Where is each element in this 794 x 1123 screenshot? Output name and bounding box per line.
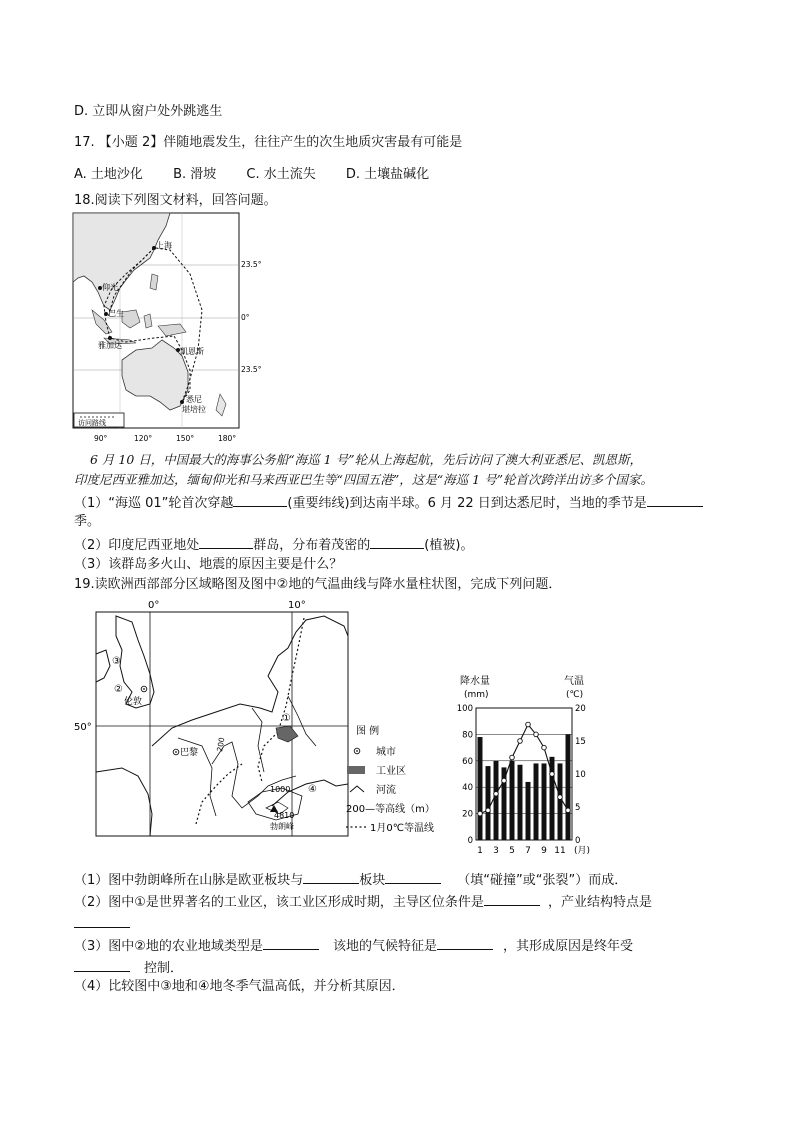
- y-tick-label: 100: [456, 704, 473, 714]
- peak-name: 勃朗峰: [270, 822, 294, 831]
- precip-bar: [526, 782, 531, 840]
- y2-tick-label: 20: [575, 704, 586, 714]
- lat-label-north: 23.5°: [241, 260, 262, 269]
- q19-sub3-b: 该地的气候特征是: [332, 939, 437, 954]
- q18-paragraph-1: 6 月 10 日，中国最大的海事公务船“海巡 1 号”轮从上海起航，先后访问了澳大利亚悉尼、凯恩斯，: [90, 452, 642, 467]
- lon-label-180: 180°: [218, 434, 237, 443]
- temperature-point: [478, 811, 483, 816]
- lon-label-120: 120°: [134, 434, 153, 443]
- precip-bar: [566, 734, 571, 840]
- x-tick-label: 1: [477, 846, 483, 856]
- y-tick-label: 40: [462, 783, 473, 794]
- q17-options: [74, 166, 455, 184]
- chart-left-unit: (mm): [464, 690, 489, 700]
- q19-sub3-blank-3[interactable]: [74, 958, 130, 972]
- y-tick-label: 80: [462, 730, 473, 741]
- lon-label-90: 90°: [94, 434, 108, 443]
- marker-2: ②: [114, 684, 123, 695]
- q17-option-b: B. 滑坡: [173, 167, 217, 182]
- x-tick-label: 9: [541, 846, 547, 856]
- q16-option-d: D. 立即从窗户处外跳逃生: [74, 104, 223, 119]
- q19-sub1-c: （填“碰撞”或“张裂”）而成．: [457, 873, 628, 888]
- peak-elevation: 4810: [274, 811, 295, 820]
- lon-label-10: 10°: [288, 600, 306, 611]
- q18-sub2-b: 群岛，分布着茂密的: [253, 538, 371, 553]
- y-tick-label: 0: [467, 836, 473, 846]
- contour-label-200: 200: [215, 736, 227, 753]
- place-jakarta: 雅加达: [98, 341, 122, 350]
- precip-bar: [518, 765, 523, 840]
- place-cairns: 凯恩斯: [180, 347, 204, 356]
- precip-bar: [558, 763, 563, 840]
- q19-sub2-blank-1[interactable]: [484, 892, 540, 906]
- precip-bar: [510, 761, 515, 840]
- q19-sub1-blank-2[interactable]: [385, 870, 441, 884]
- legend-river: 河流: [376, 785, 396, 796]
- q19-europe-map: [74, 596, 457, 864]
- q17-option-a: A. 土地沙化: [74, 167, 143, 182]
- q19-sub3-continued: [74, 958, 183, 978]
- x-axis-unit: (月): [574, 846, 591, 856]
- q18-sub1: [74, 493, 703, 513]
- legend-isotherm: 1月0℃等温线: [370, 823, 434, 834]
- temperature-point: [534, 732, 539, 737]
- lon-label-0: 0°: [148, 600, 160, 611]
- place-canberra: 堪培拉: [182, 405, 206, 414]
- q18-sub1-blank-1[interactable]: [233, 493, 287, 507]
- legend-city: 城市: [376, 747, 396, 758]
- y2-tick-label: 15: [575, 737, 586, 747]
- q19-sub3-blank-1[interactable]: [263, 936, 319, 950]
- q19-stem: 19.读欧洲西部部分区域略图及图中②地的气温曲线与降水量柱状图，完成下列问题．: [74, 577, 562, 592]
- temperature-point: [486, 808, 491, 813]
- y-tick-label: 20: [462, 809, 473, 820]
- precip-bar: [478, 737, 483, 840]
- lat-label-50: 50°: [74, 722, 92, 733]
- precip-bar: [534, 763, 539, 840]
- temperature-point: [502, 778, 507, 783]
- legend-contour: 200—等高线（m）: [346, 804, 435, 815]
- y2-tick-label: 0: [575, 836, 581, 846]
- place-sydney: 悉尼: [186, 395, 202, 404]
- temperature-point: [526, 722, 531, 727]
- marker-1: ①: [282, 713, 291, 724]
- chart-left-title: 降水量: [460, 676, 490, 687]
- q18-sub1-a: （1）“海巡 01”轮首次穿越: [74, 496, 234, 511]
- temperature-point: [566, 808, 571, 813]
- city-paris: 巴黎: [180, 748, 199, 758]
- q17-stem: 17. 【小题 2】伴随地震发生，往往产生的次生地质灾害最有可能是: [74, 135, 463, 150]
- q19-sub1-a: （1）图中勃朗峰所在山脉是欧亚板块与: [74, 873, 304, 888]
- q17-option-d: D. 土壤盐碱化: [345, 167, 430, 182]
- precip-bar: [494, 761, 499, 840]
- q18-sub2-c: (植被)。: [424, 538, 474, 553]
- precip-bar: [486, 766, 491, 840]
- q19-sub1-b: 板块: [359, 873, 386, 888]
- lat-label-south: 23.5°: [241, 365, 262, 374]
- place-shanghai: 上海: [156, 241, 172, 250]
- q19-sub1: [74, 870, 627, 890]
- temperature-point: [518, 739, 523, 744]
- place-klang: 巴生: [108, 309, 124, 318]
- y-tick-label: 60: [462, 756, 473, 767]
- legend-title: 图 例: [356, 726, 380, 737]
- q18-sub2-a: （2）印度尼西亚地处: [74, 538, 200, 553]
- q19-sub3: [74, 936, 633, 956]
- temperature-point: [550, 772, 555, 777]
- city-london: 伦敦: [124, 697, 143, 707]
- q17-option-c: C. 水土流失: [246, 167, 316, 182]
- temperature-point: [558, 795, 563, 800]
- q19-sub2-blank-2[interactable]: [74, 914, 130, 928]
- q18-paragraph-2: 印度尼西亚雅加达，缅甸仰光和马来西亚巴生等“四国五港”，这是“海巡 1 号”轮首次跨洋出访多个国家。: [74, 472, 653, 487]
- x-tick-label: 5: [509, 846, 515, 856]
- chart-right-title: 气温: [564, 676, 584, 687]
- q18-sub1-blank-2[interactable]: [647, 493, 703, 507]
- x-tick-label: 3: [493, 846, 499, 856]
- lat-label-equator: 0°: [241, 313, 250, 322]
- q19-sub1-blank-1[interactable]: [303, 870, 359, 884]
- x-tick-label: 7: [525, 846, 531, 856]
- q18-sub1-c: 季。: [74, 514, 101, 529]
- temperature-point: [542, 745, 547, 750]
- q19-sub2-b: ，产业结构特点是: [547, 895, 652, 910]
- temperature-line: [480, 725, 568, 814]
- q19-sub3-blank-2[interactable]: [437, 936, 493, 950]
- legend-industrial: 工业区: [376, 766, 406, 777]
- contour-label-1000: 1000: [270, 785, 291, 794]
- q19-sub2-a: （2）图中①是世界著名的工业区，该工业区形成时期，主导区位条件是: [74, 895, 484, 910]
- q18-sub3: （3）该群岛多火山、地震的原因主要是什么？: [74, 557, 343, 572]
- q18-sub2-blank-2[interactable]: [370, 535, 424, 549]
- temperature-point: [494, 792, 499, 797]
- q18-sub2: [74, 535, 473, 555]
- q19-climate-chart: [452, 670, 598, 862]
- q19-sub3-a: （3）图中②地的农业地域类型是: [74, 939, 263, 954]
- q19-sub3-c: ，其形成原因是终年受: [502, 939, 633, 954]
- temperature-point: [510, 755, 515, 760]
- legend-route: 访问路线: [78, 419, 106, 427]
- place-yangon: 仰光: [102, 283, 118, 292]
- marker-3: ③: [112, 656, 121, 667]
- chart-right-unit: (℃): [566, 690, 584, 700]
- q18-route-map: [70, 210, 262, 446]
- q18-sub2-blank-1[interactable]: [199, 535, 253, 549]
- lon-label-150: 150°: [176, 434, 195, 443]
- precip-bar: [542, 763, 547, 840]
- q18-sub1-b: (重要纬线)到达南半球。6 月 22 日到达悉尼时，当地的季节是: [287, 496, 647, 511]
- q19-sub3-d: 控制．: [144, 961, 184, 976]
- y2-tick-label: 10: [575, 770, 586, 780]
- y2-tick-label: 5: [575, 803, 581, 813]
- q18-stem: 18.阅读下列图文材料，回答问题。: [74, 193, 277, 208]
- marker-4: ④: [308, 784, 317, 795]
- q19-sub2: [74, 892, 652, 912]
- q19-sub2-continued: [74, 914, 130, 934]
- q19-sub4: （4）比较图中③地和④地冬季气温高低，并分析其原因．: [74, 979, 405, 994]
- x-tick-label: 11: [554, 846, 566, 856]
